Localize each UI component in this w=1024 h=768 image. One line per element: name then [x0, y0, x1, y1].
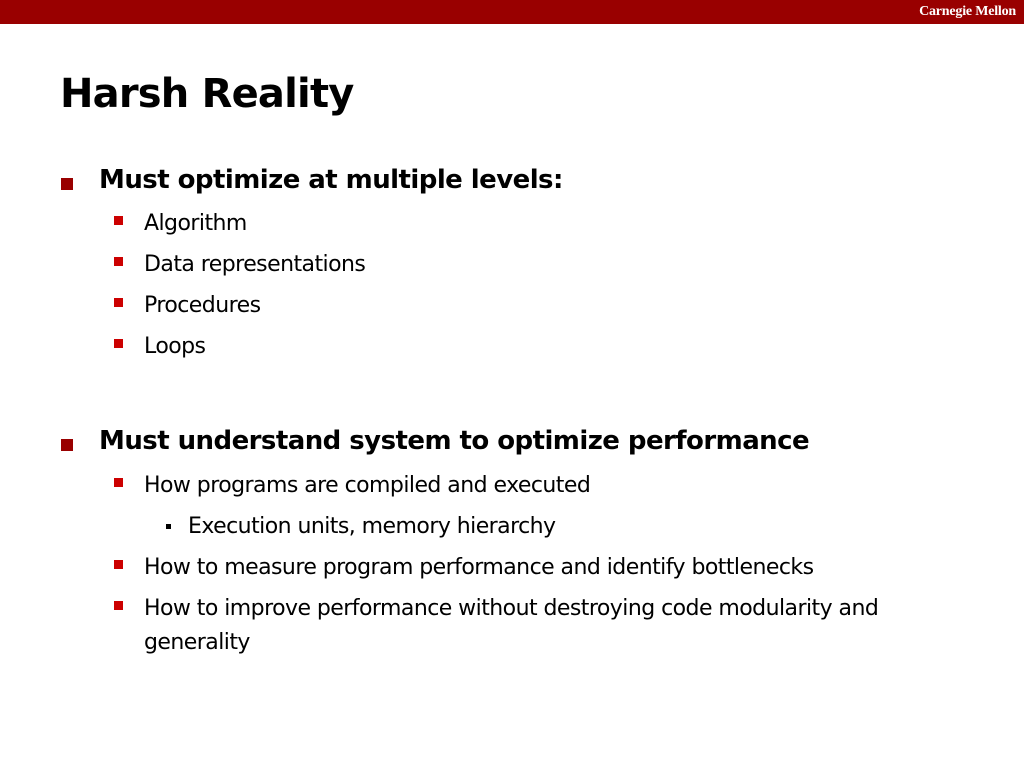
bullet-square-icon: [114, 478, 123, 487]
bullet-square-icon: [114, 257, 123, 266]
section-heading: Must optimize at multiple levels:: [99, 165, 563, 195]
list-item: Loops: [144, 334, 206, 359]
list-item: How programs are compiled and executed: [144, 473, 591, 498]
bullet-square-icon: [61, 178, 73, 190]
bullet-square-icon: [114, 216, 123, 225]
list-item: Data representations: [144, 252, 366, 277]
sub-list-item: Execution units, memory hierarchy: [188, 514, 556, 539]
bullet-square-icon: [61, 439, 73, 451]
slide-title: Harsh Reality: [60, 71, 354, 117]
header-bar: [0, 0, 1024, 24]
section-heading: Must understand system to optimize performance: [99, 426, 810, 456]
bullet-square-icon: [114, 560, 123, 569]
list-item: Algorithm: [144, 211, 247, 236]
list-item: Procedures: [144, 293, 261, 318]
list-item: How to improve performance without destroying code modularity and generality: [144, 596, 879, 655]
list-item: How to measure program performance and identify bottlenecks: [144, 555, 814, 580]
bullet-square-icon: [166, 524, 171, 529]
bullet-square-icon: [114, 298, 123, 307]
brand-label: Carnegie Mellon: [919, 4, 1016, 19]
bullet-square-icon: [114, 601, 123, 610]
bullet-square-icon: [114, 339, 123, 348]
